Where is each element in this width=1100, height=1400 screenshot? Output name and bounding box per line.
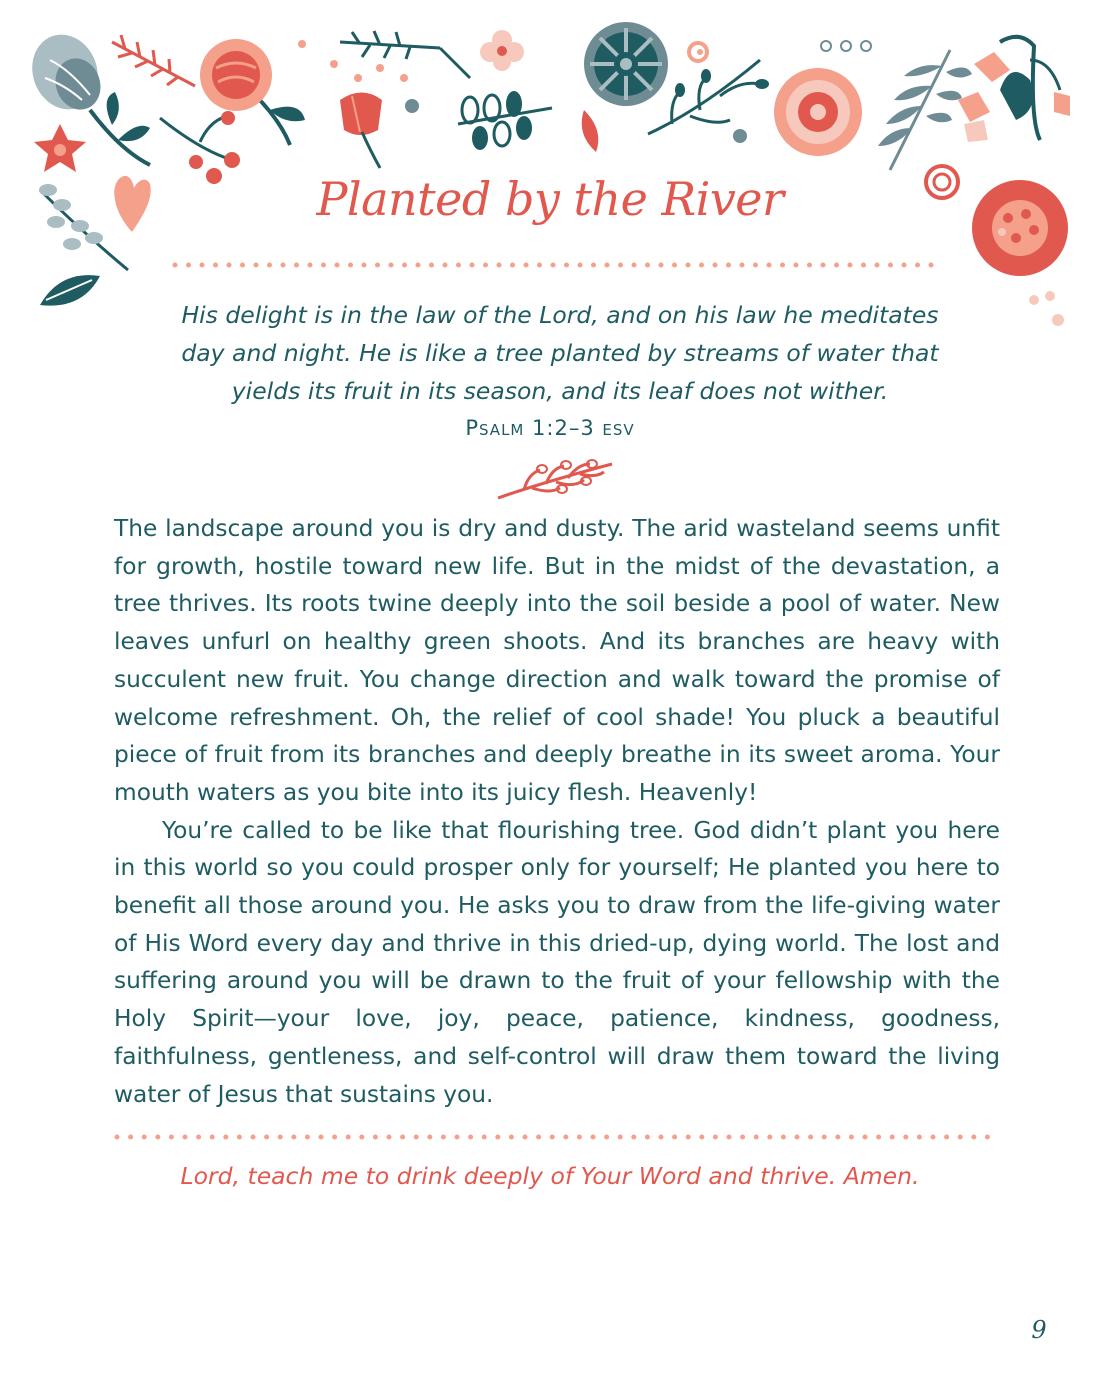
body-paragraph: The landscape around you is dry and dusty. The arid wasteland seems unfit for growth, hostile toward new life. But in the midst of the devastation, a tree thrives. Its roots twine deeply into the soil beside a pool of water. New leaves unfurl on healthy green shoots. And its branches are heavy with succulent new fruit. You change direction and walk toward the promise of welcome refreshment. Oh, the relief of cool shade! You pluck a beautiful piece of fruit from its branches and deeply breathe in its sweet aroma. Your mouth waters as you bite into its juicy flesh. Heavenly! bbox=[114, 515, 1000, 806]
dotted-divider-top bbox=[172, 262, 944, 268]
coral-leaf-icon bbox=[582, 110, 599, 152]
dot-icon bbox=[1029, 295, 1039, 305]
scripture-line: His delight is in the law of the Lord, and on his law he meditates bbox=[181, 301, 939, 329]
teal-sprig-icon bbox=[298, 31, 470, 82]
body-paragraph: You’re called to be like that flourishing tree. God didn’t plant you here in this world so you could prosper only for yourself; He planted you here to benefit all those around you. He asks you to draw from the life-giving water of His Word every day and thrive in this dried-up, dying world. The lost and suffering around you will be drawn to the fruit of your fellowship with the Holy Spirit—your love, joy, peace, patience, kindness, goodness, faithfulness, gentleness, and self-control will draw them toward the living water of Jesus that sustains you. bbox=[114, 816, 1000, 1108]
dot-icon bbox=[841, 41, 851, 51]
teal-branch-icon bbox=[405, 91, 552, 150]
teal-daisy-icon bbox=[584, 22, 668, 106]
closing-prayer: Lord, teach me to drink deeply of Your Word and thrive. Amen. bbox=[180, 1162, 920, 1190]
floral-border-illustration bbox=[0, 0, 1100, 330]
scripture-line: yields its fruit in its season, and its leaf does not wither. bbox=[231, 377, 889, 405]
teal-leaf-icon bbox=[40, 275, 100, 306]
peach-flower-icon bbox=[774, 68, 862, 156]
dot-icon bbox=[697, 49, 703, 55]
devotional-body bbox=[114, 510, 1000, 1113]
coral-flower-icon bbox=[200, 39, 305, 145]
scripture-line: day and night. He is like a tree planted by streams of water that bbox=[181, 339, 939, 367]
dot-icon bbox=[733, 129, 747, 143]
scripture-quote bbox=[140, 296, 980, 410]
coral-star-flower-icon bbox=[34, 124, 86, 172]
page-number: 9 bbox=[1031, 1316, 1047, 1344]
tulip-icon bbox=[340, 93, 382, 169]
grey-fern-icon bbox=[878, 50, 972, 170]
scripture-reference: Psalm 1:2–3 esv bbox=[465, 416, 635, 440]
coral-fern-icon bbox=[112, 35, 195, 86]
dot-icon bbox=[1045, 291, 1055, 301]
page-title: Planted by the River bbox=[316, 172, 784, 226]
bellflower-icon bbox=[958, 37, 1070, 142]
dot-icon bbox=[1052, 314, 1064, 326]
dot-icon bbox=[861, 41, 871, 51]
dot-icon bbox=[821, 41, 831, 51]
small-pink-flower-icon bbox=[480, 30, 524, 71]
dotted-divider-bottom bbox=[114, 1134, 1004, 1140]
coral-sprig-icon bbox=[494, 458, 618, 504]
